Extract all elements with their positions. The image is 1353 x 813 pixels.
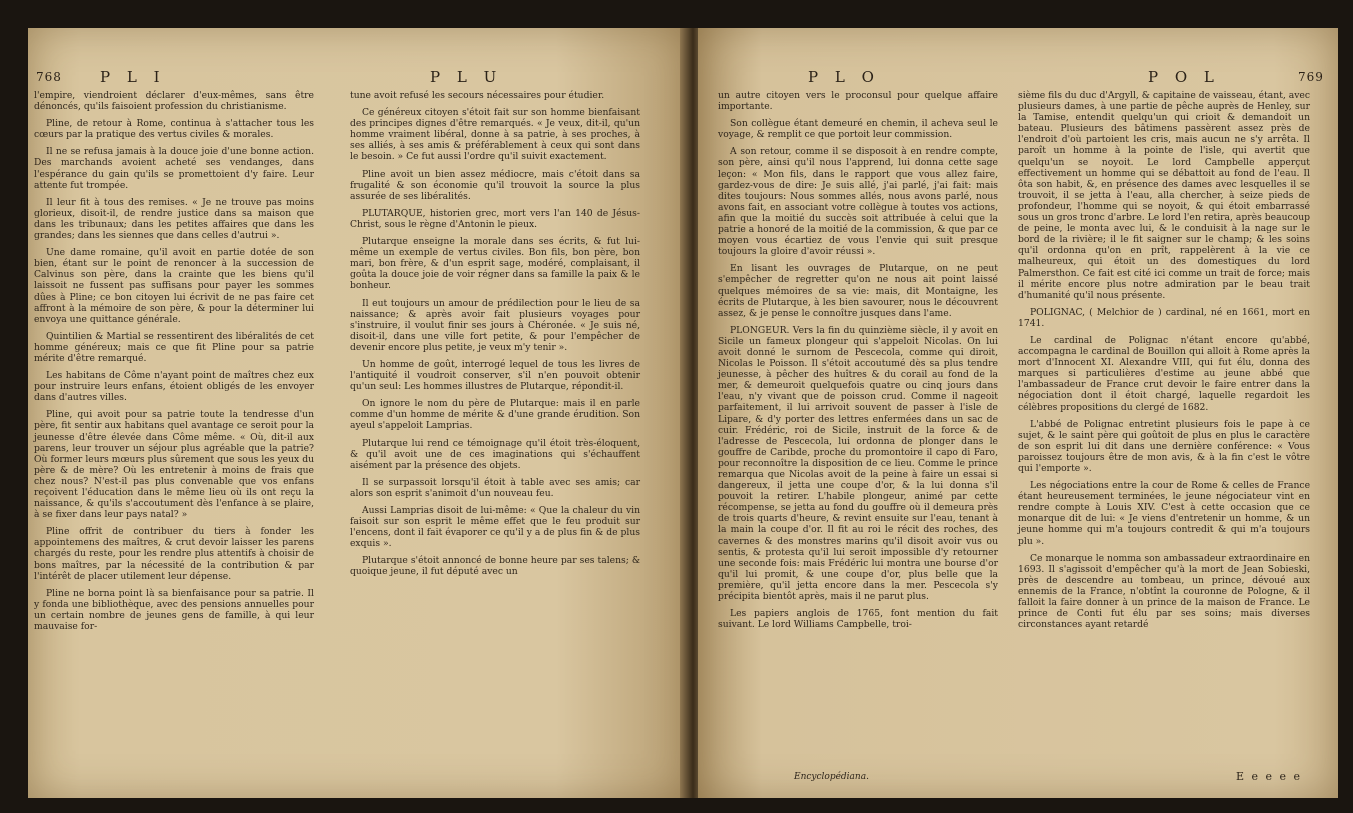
right-page-column-2 (1018, 90, 1310, 636)
paragraph: Ce généreux citoyen s'étoit fait sur son homme bienfaisant des principes dignes d'être remarqués. « Je veux, dit-il, qu'un homme vraiment libéral, donne à sa patrie, à ses proches, à ses alliés, à ses amis & préférablement à ceux qui sont dans le besoin. » Ce fut aussi l'ordre qu'il suivit exactement. (350, 107, 640, 163)
paragraph: Le cardinal de Polignac n'étant encore qu'abbé, accompagna le cardinal de Bouillon qui alloit à Rome après la mort d'Innocent XI. Alexandre VIII, qui fut élu, donna des marques si particulières d'estime au jeune abbé que l'ambassadeur de France crut devoir le faire entrer dans la négociation dont il étoit chargé, laquelle regardoit les célèbres propositions du clergé de 1682. (1018, 334, 1310, 413)
paragraph: A son retour, comme il se disposoit à en rendre compte, son père, ainsi qu'il nous l'apprend, lui donna cette sage leçon: « Mon fils, dans le rapport que vous allez faire, gardez-vous de dire: Je suis allé, j'ai parlé, j'ai fait: mais dites toujours: Nous sommes allés, nous avons parlé, nous avons fait, en associant votre collègue à toutes vos actions, afin que la moitié du succès soit attribuée à celui que la patrie a honoré de la moitié de la commission, & que par ce moyen vous écartiez de vous l'envie qui suit presque toujours la gloire d'avoir réussi ». (718, 146, 998, 258)
paragraph: un autre citoyen vers le proconsul pour quelque affaire importante. (718, 90, 998, 113)
paragraph: Pline, qui avoit pour sa patrie toute la tendresse d'un père, fit sentir aux habitans quel avantage ce seroit pour la jeunesse d'être élevée dans Côme même. « Où, dit-il aux parens, leur trouver un séjour plus agréable que la patrie? Où former leurs mœurs plus sûrement que sous les yeux du père & de mère? Où les entretenir à moins de frais que chez nous? N'est-il pas plus convenable que vos enfans reçoivent l'éducation dans le même lieu où ils ont reçu la naissance, & qu'ils s'accoutument dès l'enfance à se plaire, à se fixer dans leur pays natal? » (34, 409, 314, 521)
left-page-column-1 (34, 90, 314, 638)
paragraph: Pline, de retour à Rome, continua à s'attacher tous les cœurs par la pratique des vertus civiles & morales. (34, 118, 314, 141)
running-head-left-b: P L U (430, 68, 503, 86)
paragraph: Plutarque lui rend ce témoignage qu'il étoit très-éloquent, & qu'il avoit une de ces imaginations qui s'échauffent aisément par la présence des objets. (350, 437, 640, 471)
paragraph: Il leur fit à tous des remises. « Je ne trouve pas moins glorieux, disoit-il, de rendre justice dans sa maison que dans les tribunaux; dans les petites affaires que dans les grandes; dans les siennes que dans celles d'autrui ». (34, 196, 314, 242)
paragraph: l'empire, viendroient déclarer d'eux-mêmes, sans être dénoncés, qu'ils faisoient profession du christianisme. (34, 90, 314, 113)
paragraph: Un homme de goût, interrogé lequel de tous les livres de l'antiquité il voudroit conserver, s'il n'en pouvoit obtenir qu'un seul: Les hommes illustres de Plutarque, répondit-il. (350, 358, 640, 393)
paragraph: PLONGEUR. Vers la fin du quinzième siècle, il y avoit en Sicile un fameux plongeur qui s'appeloit Nicolas. On lui avoit donné le surnom de Pescecola, comme qui diroit, Nicolas le Poisson. Il s'étoit accoutumé dès sa plus tendre jeunesse, à pêcher des huîtres & du corail au fond de la mer, & demeuroit quelquefois quatre ou cinq jours dans l'eau, n'y vivant que de poisson crud. Comme il nageoit parfaitement, il lui arrivoit souvent de passer à l'isle de Lipare, & d'y porter des lettres enfermées dans un sac de cuir. Frédéric, roi de Sicile, instruit de la force & de l'adresse de Pescecola, lui ordonna de plonger dans le gouffre de Caribde, proche du promontoire il capo di Faro, pour reconnoître la disposition de ce lieu. Comme le prince remarqua que Nicolas avoit de la peine à faire un essai si dangereux, il jetta une coupe d'or, & la lui donna s'il pouvoit la retirer. L'habile plongeur, animé par cette récompense, se jetta au fond du gouffre où il demeura près de trois quarts d'heure, & revint ensuite sur l'eau, tenant à la main la coupe d'or. Il fit au roi le récit des roches, des cavernes & des monstres marins qu'il disoit avoir vus ou sentis, & protesta qu'il lui seroit impossible d'y retourner une seconde fois: mais Frédéric lui montra une bourse d'or qu'il lui promit, & une coupe d'or, plus belle que la première, qu'il jetta encore dans la mer. Pescecola s'y précipita bientôt après, mais il ne parut plus. (718, 324, 998, 603)
paragraph: PLUTARQUE, historien grec, mort vers l'an 140 de Jésus-Christ, sous le règne d'Antonin le pieux. (350, 207, 640, 230)
page-number-right: 769 (1298, 70, 1324, 84)
page-footer: Encyclopédiana. (794, 772, 869, 782)
paragraph: Il se surpassoit lorsqu'il étoit à table avec ses amis; car alors son esprit s'animoit d'un nouveau feu. (350, 476, 640, 499)
page-number-left: 768 (36, 70, 62, 84)
paragraph: Ce monarque le nomma son ambassadeur extraordinaire en 1693. Il s'agissoit d'empêcher qu'à la mort de Jean Sobieski, près de descendre au tombeau, un prince, dévoué aux ennemis de la France, n'obtînt la couronne de Pologne, & il falloit la faire donner à un prince de la maison de France. Le prince de Conti fut élu par ses soins; mais diverses circonstances ayant retardé (1018, 552, 1310, 631)
signature-mark: E e e e e (1236, 770, 1303, 783)
paragraph: Plutarque s'étoit annoncé de bonne heure par ses talens; & quoique jeune, il fut député avec un (350, 555, 640, 578)
paragraph: sième fils du duc d'Argyll, & capitaine de vaisseau, étant, avec plusieurs dames, à une partie de pêche auprès de Henley, sur la Tamise, entendit quelqu'un qui crioit & demandoit un bateau. Plusieurs des bâtimens passèrent assez près de l'endroit d'où partoient les cris, mais aucun ne s'y arrêta. Il paroît un homme à la pointe de l'isle, qui avertit que quelqu'un se noyoit. Le lord Campbelle apperçut effectivement un homme qui se débattoit au fond de l'eau. Il ôta son habit, &, en présence des dames avec lesquelles il se trouvoit, il se jetta à l'eau, alla chercher, à seize pieds de profondeur, l'homme qui se noyoit, & qui étoit embarrassé sous un gros tronc d'arbre. Le lord l'en retira, après beaucoup de peine, le monta avec lui, & le conduisit à la nage sur le bord de la rivière; il le fit saigner sur le champ; & les soins qu'il ordonna qu'on en prît, rappelèrent à la vie ce malheureux, qui étoit un des domestiques du lord Palmersthon. Ce fait est cité ici comme un trait de force; mais il mérite encore plus notre admiration par le beau trait d'humanité qu'il nous présente. (1018, 90, 1310, 301)
paragraph: Il ne se refusa jamais à la douce joie d'une bonne action. Des marchands avoient acheté ses vendanges, dans l'espérance du gain qu'ils se promettoient d'y faire. Leur attente fut trompée. (34, 146, 314, 191)
paragraph: Aussi Lamprias disoit de lui-même: « Que la chaleur du vin faisoit sur son esprit le même effet que le feu produit sur l'encens, dont il fait évaporer ce qu'il y a de plus fin & de plus exquis ». (350, 505, 640, 550)
right-page (698, 28, 1338, 798)
paragraph: En lisant les ouvrages de Plutarque, on ne peut s'empêcher de regretter qu'on ne nous ait point laissé quelques mémoires de sa vie: mais, dit Montaigne, les écrits de Plutarque, à les bien savourer, nous le découvrent assez, & je pense le connoître jusques dans l'ame. (718, 263, 998, 319)
paragraph: Son collègue étant demeuré en chemin, il acheva seul le voyage, & remplit ce que portoit leur commission. (718, 118, 998, 141)
paragraph: On ignore le nom du père de Plutarque: mais il en parle comme d'un homme de mérite & d'une grande érudition. Son ayeul s'appeloit Lamprias. (350, 398, 640, 432)
paragraph: Il eut toujours un amour de prédilection pour le lieu de sa naissance; & après avoir fait plusieurs voyages pour s'instruire, il voulut finir ses jours à Chéronée. « Je suis né, disoit-il, dans une ville fort petite, & pour l'empêcher de devenir encore plus petite, je veux m'y tenir ». (350, 297, 640, 353)
left-page-column-2 (350, 90, 640, 584)
paragraph: Les habitans de Côme n'ayant point de maîtres chez eux pour instruire leurs enfans, étoient obligés de les envoyer dans d'autres villes. (34, 370, 314, 404)
paragraph: L'abbé de Polignac entretint plusieurs fois le pape à ce sujet, & le saint père qui goûtoit de plus en plus le caractère de son esprit lui dit dans une dernière conférence: « Vous paroissez toujours être de mon avis, & à la fin c'est le vôtre qui l'emporte ». (1018, 418, 1310, 474)
paragraph: Pline offrit de contribuer du tiers à fonder les appointemens des maîtres, & crut devoir laisser les parens chargés du reste, pour les rendre plus attentifs à choisir de bons maîtres, par la nécessité de la contribution & par l'intérêt de placer utilement leur dépense. (34, 526, 314, 582)
left-page (28, 28, 688, 798)
paragraph: Plutarque enseigne la morale dans ses écrits, & fut lui-même un exemple de vertus civiles. Bon fils, bon père, bon mari, bon frère, & d'un esprit sage, modéré, complaisant, il goûta la douce joie de voir régner dans sa famille la paix & le bonheur. (350, 236, 640, 292)
running-head-right-b: P O L (1148, 68, 1220, 86)
running-head-right-a: P L O (808, 68, 880, 86)
right-page-column-1 (718, 90, 998, 636)
running-head-left-a: P L I (100, 68, 166, 86)
paragraph: Quintilien & Martial se ressentirent des libéralités de cet homme généreux; mais ce que fit Pline pour sa patrie mérite d'être remarqué. (34, 330, 314, 364)
paragraph: Pline avoit un bien assez médiocre, mais c'étoit dans sa frugalité & son économie qu'il trouvoit la source la plus assurée de ses libéralités. (350, 168, 640, 202)
paragraph: POLIGNAC, ( Melchior de ) cardinal, né en 1661, mort en 1741. (1018, 306, 1310, 329)
paragraph: Les négociations entre la cour de Rome & celles de France étant heureusement terminées, le jeune négociateur vint en rendre compte à Louis XIV. C'est à cette occasion que ce monarque dit de lui: « Je viens d'entretenir un homme, & un jeune homme qui m'a toujours contredit & qui m'a toujours plu ». (1018, 480, 1310, 547)
paragraph: Les papiers anglois de 1765, font mention du fait suivant. Le lord Williams Campbelle, troi- (718, 608, 998, 631)
paragraph: tune avoit refusé les secours nécessaires pour étudier. (350, 90, 605, 101)
paragraph: Pline ne borna point là sa bienfaisance pour sa patrie. Il y fonda une bibliothèque, avec des pensions annuelles pour un certain nombre de jeunes gens de famille, à qui leur mauvaise for- (34, 587, 314, 633)
paragraph: Une dame romaine, qu'il avoit en partie dotée de son bien, étant sur le point de renoncer à la succession de Calvinus son père, dans la crainte que les biens qu'il laissoit ne fussent pas suffisans pour payer les sommes dûes à Pline; ce bon citoyen lui écrivit de ne pas faire cet affront à la mémoire de son père, & pour la déterminer lui envoya une quittance générale. (34, 247, 314, 325)
